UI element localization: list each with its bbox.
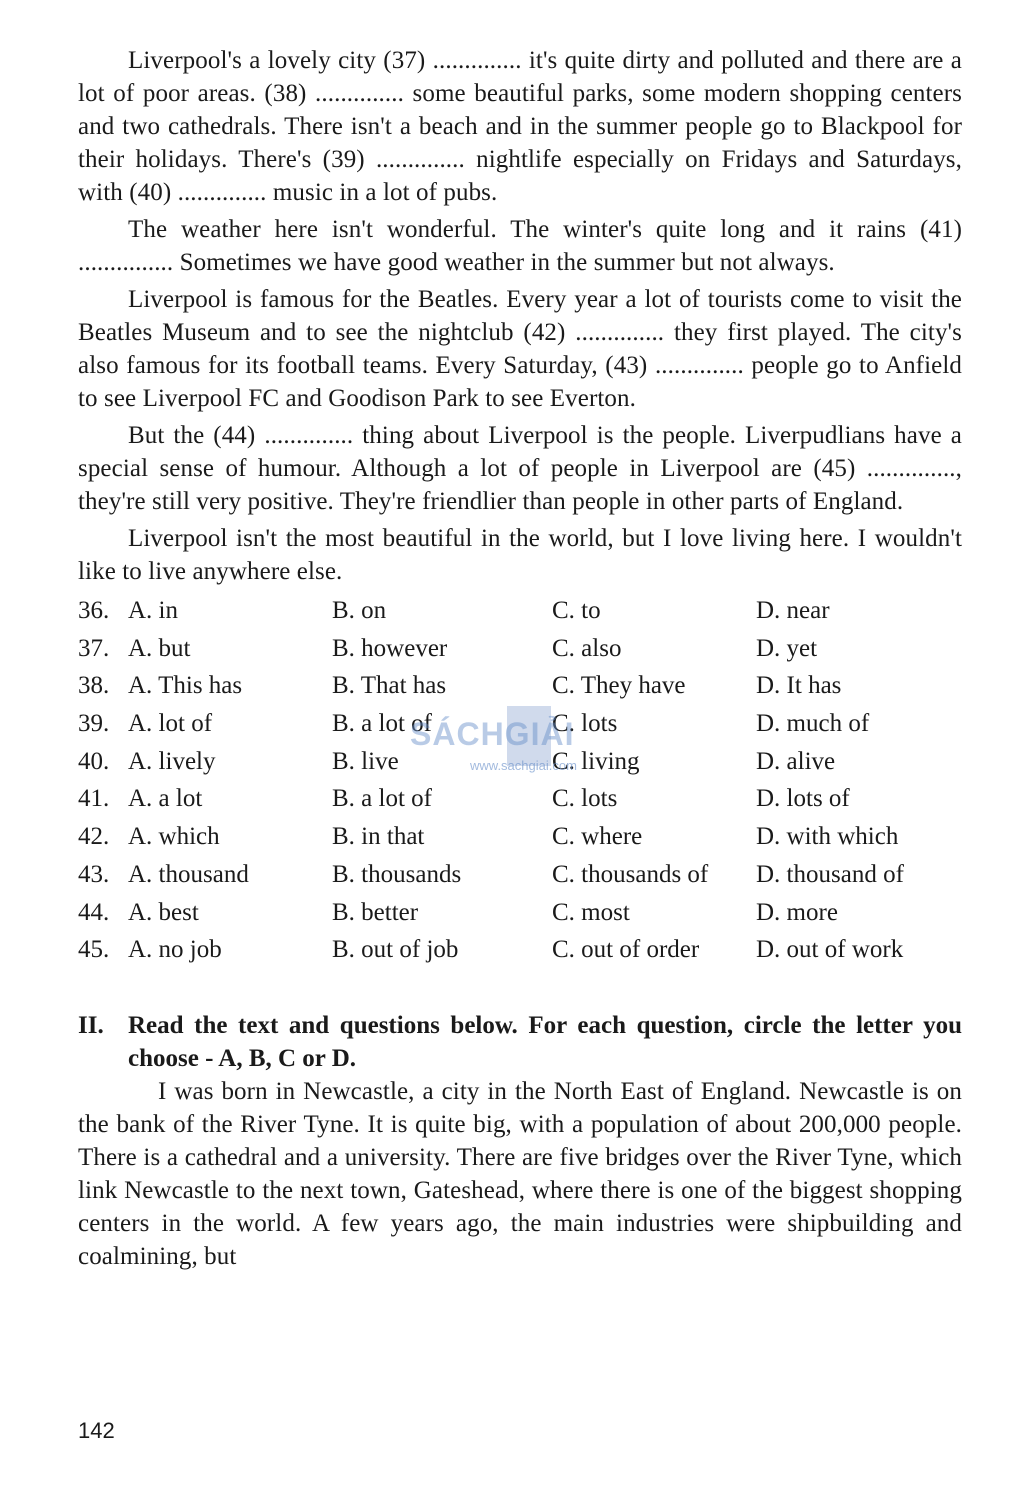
option-d: D. more [756,898,838,926]
option-a: A. a lot [128,785,203,813]
question-row [78,592,962,630]
question-number: 42. [78,823,110,851]
option-a: A. but [128,634,191,662]
question-number: 41. [78,785,110,813]
passage-paragraph [78,522,962,588]
question-number: 37. [78,634,110,662]
option-a: A. lot of [128,710,213,738]
option-c: C. living [552,747,640,775]
option-b: B. That has [332,672,447,700]
question-row [78,705,962,743]
question-row [78,931,962,969]
paragraph-text: Liverpool isn't the most beautiful in the world, but I love living here. I wouldn't like to live anywhere else. [78,525,962,585]
option-c: C. They have [552,672,686,700]
passage-paragraph [78,213,962,279]
question-row [78,667,962,705]
option-b: B. better [332,898,419,926]
option-b: B. live [332,747,399,775]
question-number: 43. [78,860,110,888]
option-b: B. thousands [332,860,462,888]
option-b: B. a lot of [332,785,432,813]
passage-paragraph [78,419,962,518]
section-heading [78,1009,962,1075]
question-row [78,894,962,932]
question-row [78,630,962,668]
option-b: B. a lot of [332,710,432,738]
section-number: II. [78,1011,104,1039]
paragraph-text: But the (44) .............. thing about Liverpool is the people. Liverpudlians have a special sense of humour. Although a lot of people in Liverpool are (45) .............., they're still very positive. They're friendlier than people in other parts of England. [78,422,962,515]
option-c: C. out of order [552,936,700,964]
passage-paragraph [78,283,962,415]
section-instruction: Read the text and questions below. For each question, circle the letter you choose - A, B, C or D. [128,1011,962,1072]
watermark-brand: SÁCHGIẢI [410,716,575,752]
option-c: C. lots [552,710,618,738]
option-d: D. thousand of [756,860,904,888]
option-a: A. which [128,823,220,851]
passage-paragraph [78,1075,962,1273]
option-d: D. near [756,597,830,624]
option-d: D. with which [756,823,899,851]
option-c: C. also [552,634,622,662]
option-b: B. in that [332,823,425,851]
option-c: C. most [552,898,630,926]
option-b: B. out of job [332,936,459,964]
option-a: A. in [128,597,178,624]
option-d: D. much of [756,710,870,738]
paragraph-text: Liverpool's a lovely city (37) .............. it's quite dirty and polluted and there are a lot of poor areas. (38) .............. some beautiful parks, some modern shopping centers and two cathedrals. There isn't a beach and in the summer people go to Blackpool for their holidays. There's (39) .............. nightlife especially on Fridays and Saturdays, with (40) .............. music in a lot of pubs. [78,47,962,206]
question-row [78,818,962,856]
question-number: 40. [78,747,110,775]
option-d: D. out of work [756,936,904,964]
page-content [78,44,962,1277]
option-a: A. no job [128,936,222,964]
paragraph-text: Liverpool is famous for the Beatles. Every year a lot of tourists come to visit the Beatles Museum and to see the nightclub (42) .............. they first played. The city's also famous for its football teams. Every Saturday, (43) .............. people go to Anfield to see Liverpool FC and Goodison Park to see Everton. [78,286,962,412]
question-number: 44. [78,898,110,926]
watermark-url: www.sachgiai.com [470,758,577,773]
option-a: A. best [128,898,199,926]
option-c: C. to [552,597,601,624]
question-number: 36. [78,597,110,624]
option-b: B. however [332,634,448,662]
passage-liverpool [78,44,962,588]
paragraph-text: I was born in Newcastle, a city in the North East of England. Newcastle is on the bank of the River Tyne. It is quite big, with a population of about 200,000 people. There is a cathedral and a university. There are five bridges over the River Tyne, which link Newcastle to the next town, Gateshead, where there is one of the biggest shopping centers in the world. A few years ago, the main industries were shipbuilding and coalmining, but [78,1077,962,1270]
option-c: C. thousands of [552,860,709,888]
option-c: C. lots [552,785,618,813]
option-d: D. alive [756,747,836,775]
question-row [78,856,962,894]
passage-paragraph [78,44,962,209]
option-a: A. thousand [128,860,249,888]
question-row [78,780,962,818]
option-d: D. It has [756,672,842,700]
option-d: D. lots of [756,785,850,813]
paragraph-text: The weather here isn't wonderful. The winter's quite long and it rains (41) ............... Sometimes we have good weather in the summer but not always. [78,216,962,276]
page-number: 142 [78,1418,115,1443]
question-number: 39. [78,710,110,738]
option-a: A. This has [128,672,243,700]
answer-options [78,592,962,969]
question-row [78,743,962,781]
option-a: A. lively [128,747,216,775]
option-d: D. yet [756,634,818,662]
option-b: B. on [332,597,387,624]
option-c: C. where [552,823,643,851]
question-number: 38. [78,672,110,700]
question-number: 45. [78,936,110,964]
